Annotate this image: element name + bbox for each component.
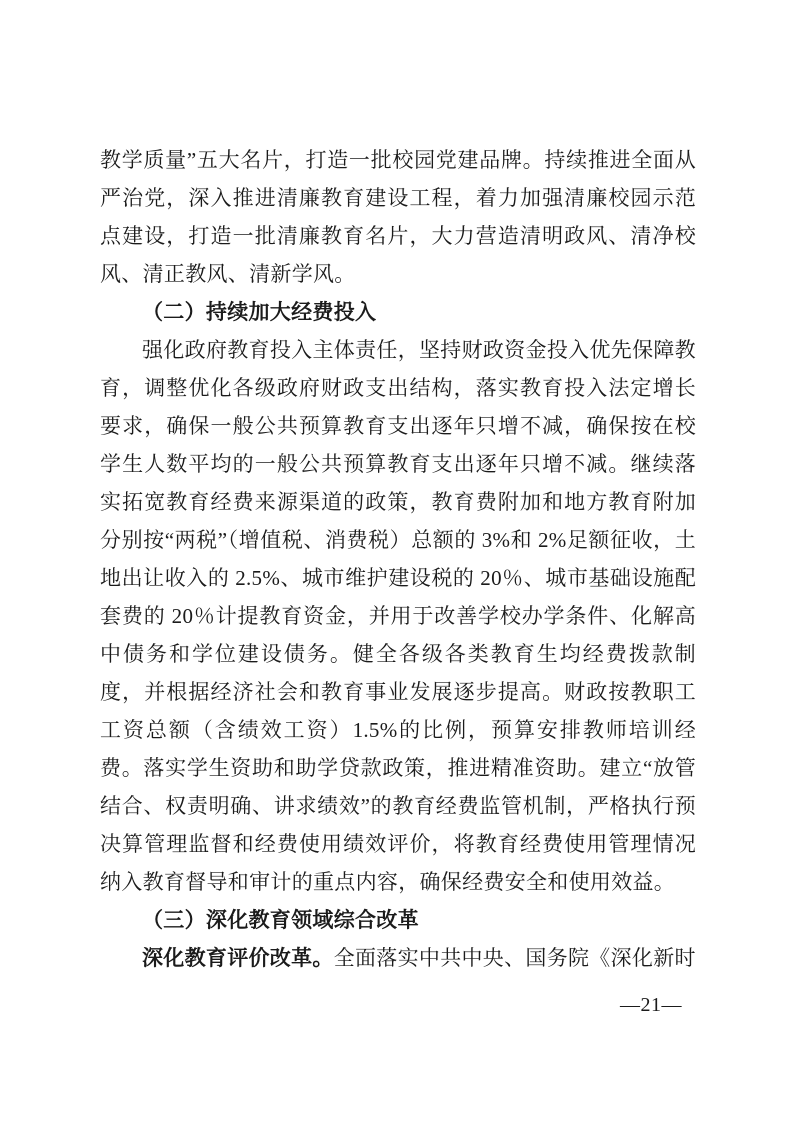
paragraph-continuation: 教学质量”五大名片，打造一批校园党建品牌。持续推进全面从严治党，深入推进清廉教育建设工程，着力加强清廉校园示范点建设，打造一批清廉教育名片，大力营造清明政风、清净校风、清正教风、清新学风。 bbox=[100, 148, 696, 286]
page-number: —21— bbox=[620, 994, 682, 1016]
section-3-body-text: 全面落实中共中央、国务院《深化新时 bbox=[333, 946, 696, 970]
section-2-paragraph: 强化政府教育投入主体责任，坚持财政资金投入优先保障教育，调整优化各级政府财政支出结构，落实教育投入法定增长要求，确保一般公共预算教育支出逐年只增不减，确保按在校学生人数平均的一般公共预算教育支出逐年只增不减。继续落实拓宽教育经费来源渠道的政策，教育费附加和地方教育附加分别按“两税”（增值税、消费税）总额的 3%和 2%足额征收，土地出让收入的 2.5%、城市维护建设税的 20％、城市基础设施配套费的 20％计提教育资金，并用于改善学校办学条件、化解高中债务和学位建设债务。健全各级各类教育生均经费拨款制度，并根据经济社会和教育事业发展逐步提高。财政按教职工工资总额（含绩效工资）1.5%的比例，预算安排教师培训经费。落实学生资助和助学贷款政策，推进精准资助。建立“放管结合、权责明确、讲求绩效”的教育经费监管机制，严格执行预决算管理监督和经费使用绩效评价，将教育经费使用管理情况纳入教育督导和审计的重点内容，确保经费安全和使用效益。 bbox=[100, 338, 696, 894]
section-3-heading: （三）深化教育领域综合改革 bbox=[142, 908, 419, 932]
section-3-paragraph bbox=[100, 939, 696, 977]
text-block bbox=[100, 141, 696, 977]
section-2-heading: （二）持续加大经费投入 bbox=[142, 300, 377, 324]
section-3-lead-bold: 深化教育评价改革。 bbox=[142, 946, 334, 970]
